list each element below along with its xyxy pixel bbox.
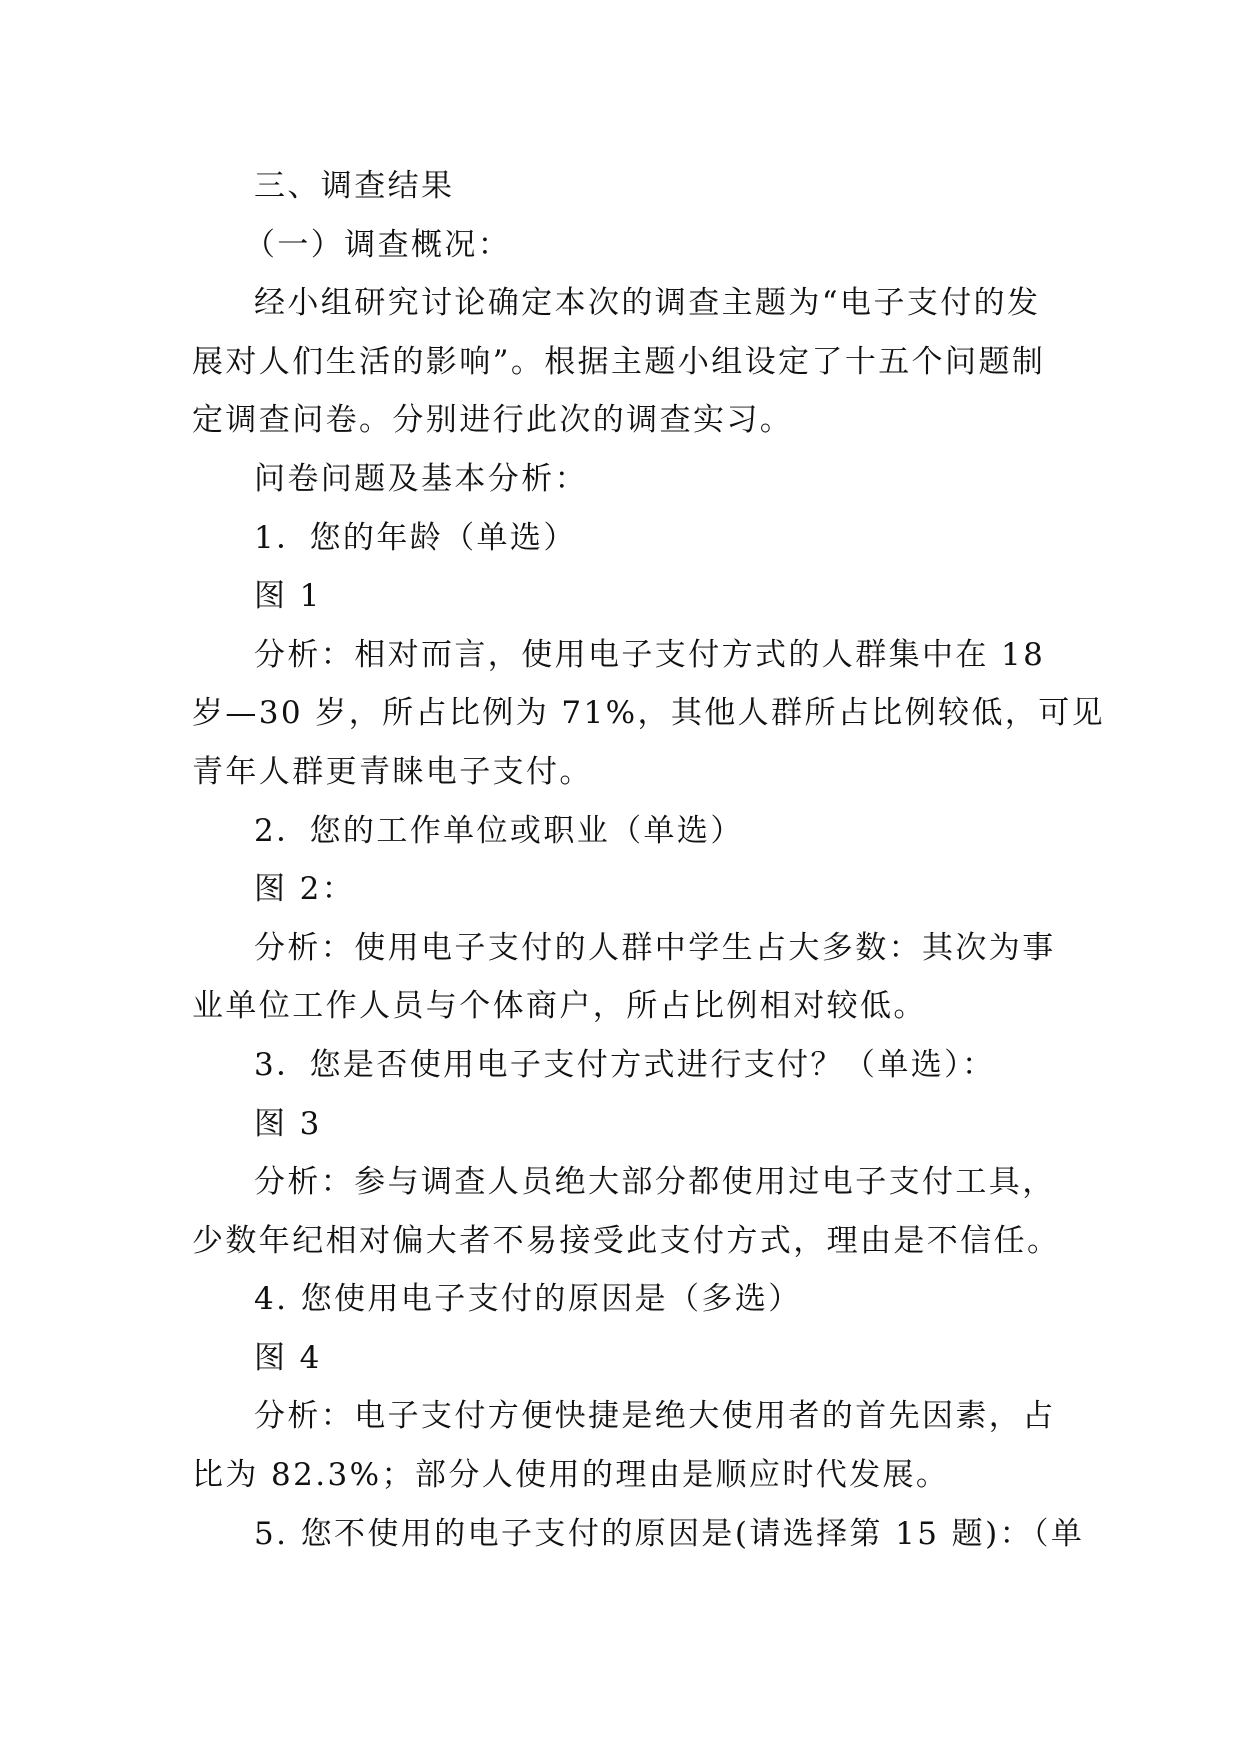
figure-label: 图 4	[254, 1339, 322, 1376]
document-body	[192, 157, 1106, 1563]
analysis-line: 少数年纪相对偏大者不易接受此支付方式，理由是不信任。	[192, 1222, 1061, 1259]
section-heading: 三、调查结果	[254, 168, 455, 204]
analysis-line: 分析：电子支付方便快捷是绝大使用者的首先因素，占	[254, 1398, 1056, 1435]
question-line: 1．您的年龄（单选）	[254, 519, 577, 556]
analysis-line: 分析：参与调查人员绝大部分都使用过电子支付工具，	[254, 1164, 1056, 1201]
analysis-line: 分析：相对而言，使用电子支付方式的人群集中在 18	[254, 636, 1046, 673]
analysis-line: 比为 82.3%；部分人使用的理由是顺应时代发展。	[192, 1457, 950, 1494]
question-line: 3．您是否使用电子支付方式进行支付？（单选）：	[254, 1046, 996, 1083]
paragraph-line: 展对人们生活的影响”。根据主题小组设定了十五个问题制	[192, 343, 1046, 380]
figure-label: 图 1	[254, 578, 322, 615]
paragraph-line: 定调查问卷。分别进行此次的调查实习。	[192, 402, 794, 439]
paragraph-line: 问卷问题及基本分析：	[254, 460, 588, 497]
analysis-line: 岁—30 岁，所占比例为 71%，其他人群所占比例较低，可见	[192, 695, 1106, 732]
question-line: 5. 您不使用的电子支付的原因是(请选择第 15 题)：（单	[254, 1515, 1085, 1552]
paragraph-line: 经小组研究讨论确定本次的调查主题为“电子支付的发	[254, 285, 1041, 322]
analysis-line: 业单位工作人员与个体商户，所占比例相对较低。	[192, 988, 927, 1025]
figure-label: 图 2：	[254, 871, 356, 908]
analysis-line: 分析：使用电子支付的人群中学生占大多数：其次为事	[254, 929, 1056, 966]
question-line: 2．您的工作单位或职业（单选）	[254, 812, 744, 849]
analysis-line: 青年人群更青睐电子支付。	[192, 753, 593, 790]
question-line: 4. 您使用电子支付的原因是（多选）	[254, 1281, 802, 1318]
subsection-heading: （一）调查概况：	[244, 226, 512, 263]
figure-label: 图 3	[254, 1105, 322, 1142]
